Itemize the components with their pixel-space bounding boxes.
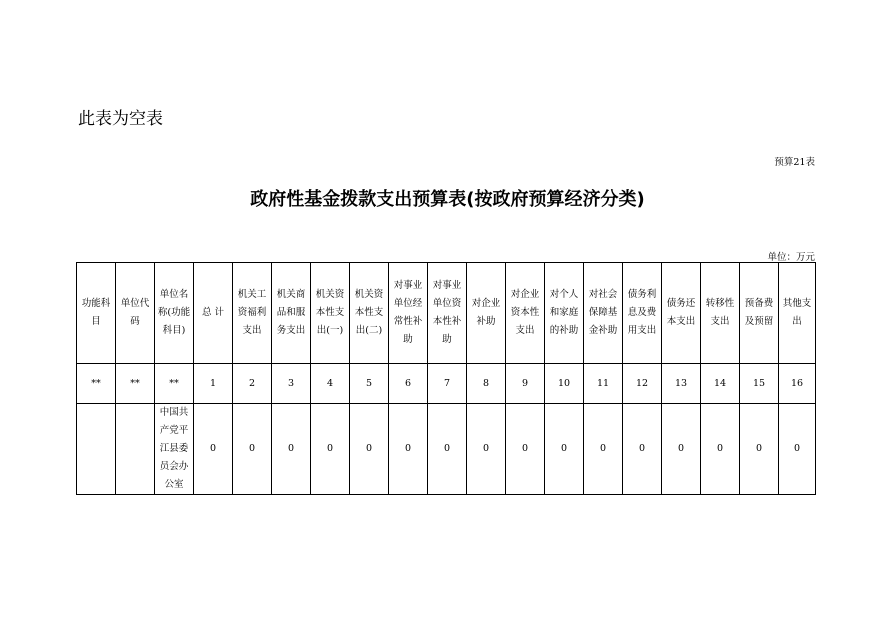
header-cell: 总 计 (194, 263, 233, 364)
code-cell: ** (155, 364, 194, 404)
code-cell: 3 (272, 364, 311, 404)
code-row (77, 364, 816, 404)
code-cell: 13 (662, 364, 701, 404)
code-cell: 10 (545, 364, 584, 404)
header-cell: 机关资本性支出(一) (311, 263, 350, 364)
value-cell: 0 (623, 404, 662, 495)
empty-table-note: 此表为空表 (78, 109, 163, 129)
code-cell: 6 (389, 364, 428, 404)
header-cell: 对社会保障基金补助 (584, 263, 623, 364)
function-subject-cell (77, 404, 116, 495)
value-cell: 0 (584, 404, 623, 495)
header-cell: 单位代码 (116, 263, 155, 364)
code-cell: 9 (506, 364, 545, 404)
code-cell: 15 (740, 364, 779, 404)
data-row (77, 404, 816, 495)
value-cell: 0 (779, 404, 816, 495)
header-cell: 预备费及预留 (740, 263, 779, 364)
value-cell: 0 (662, 404, 701, 495)
form-code: 预算21表 (774, 157, 815, 168)
header-cell: 功能科目 (77, 263, 116, 364)
value-cell: 0 (506, 404, 545, 495)
value-cell: 0 (311, 404, 350, 495)
code-cell: ** (116, 364, 155, 404)
code-cell: 14 (701, 364, 740, 404)
header-cell: 债务利息及费用支出 (623, 263, 662, 364)
header-cell: 对个人和家庭的补助 (545, 263, 584, 364)
code-cell: ** (77, 364, 116, 404)
value-cell: 0 (233, 404, 272, 495)
header-cell: 机关商品和服务支出 (272, 263, 311, 364)
header-cell: 单位名称(功能科目) (155, 263, 194, 364)
code-cell: 8 (467, 364, 506, 404)
code-cell: 16 (779, 364, 816, 404)
value-cell: 0 (350, 404, 389, 495)
header-cell: 对事业单位经常性补助 (389, 263, 428, 364)
value-cell: 0 (701, 404, 740, 495)
code-cell: 5 (350, 364, 389, 404)
code-cell: 4 (311, 364, 350, 404)
code-cell: 11 (584, 364, 623, 404)
unit-label: 单位：万元 (767, 252, 815, 263)
unit-name-cell: 中国共产党平江县委员会办公室 (155, 404, 194, 495)
value-cell: 0 (545, 404, 584, 495)
value-cell: 0 (194, 404, 233, 495)
code-cell: 7 (428, 364, 467, 404)
header-cell: 对企业补助 (467, 263, 506, 364)
code-cell: 1 (194, 364, 233, 404)
header-cell: 机关资本性支出(二) (350, 263, 389, 364)
page-title: 政府性基金拨款支出预算表(按政府预算经济分类) (250, 189, 645, 210)
value-cell: 0 (389, 404, 428, 495)
header-cell: 对企业资本性支出 (506, 263, 545, 364)
header-cell: 其他支出 (779, 263, 816, 364)
value-cell: 0 (428, 404, 467, 495)
header-cell: 转移性支出 (701, 263, 740, 364)
header-row (77, 263, 816, 364)
value-cell: 0 (272, 404, 311, 495)
code-cell: 2 (233, 364, 272, 404)
unit-code-cell (116, 404, 155, 495)
value-cell: 0 (740, 404, 779, 495)
budget-table (76, 262, 816, 495)
header-cell: 对事业单位资本性补助 (428, 263, 467, 364)
value-cell: 0 (467, 404, 506, 495)
header-cell: 债务还本支出 (662, 263, 701, 364)
header-cell: 机关工资福利支出 (233, 263, 272, 364)
code-cell: 12 (623, 364, 662, 404)
